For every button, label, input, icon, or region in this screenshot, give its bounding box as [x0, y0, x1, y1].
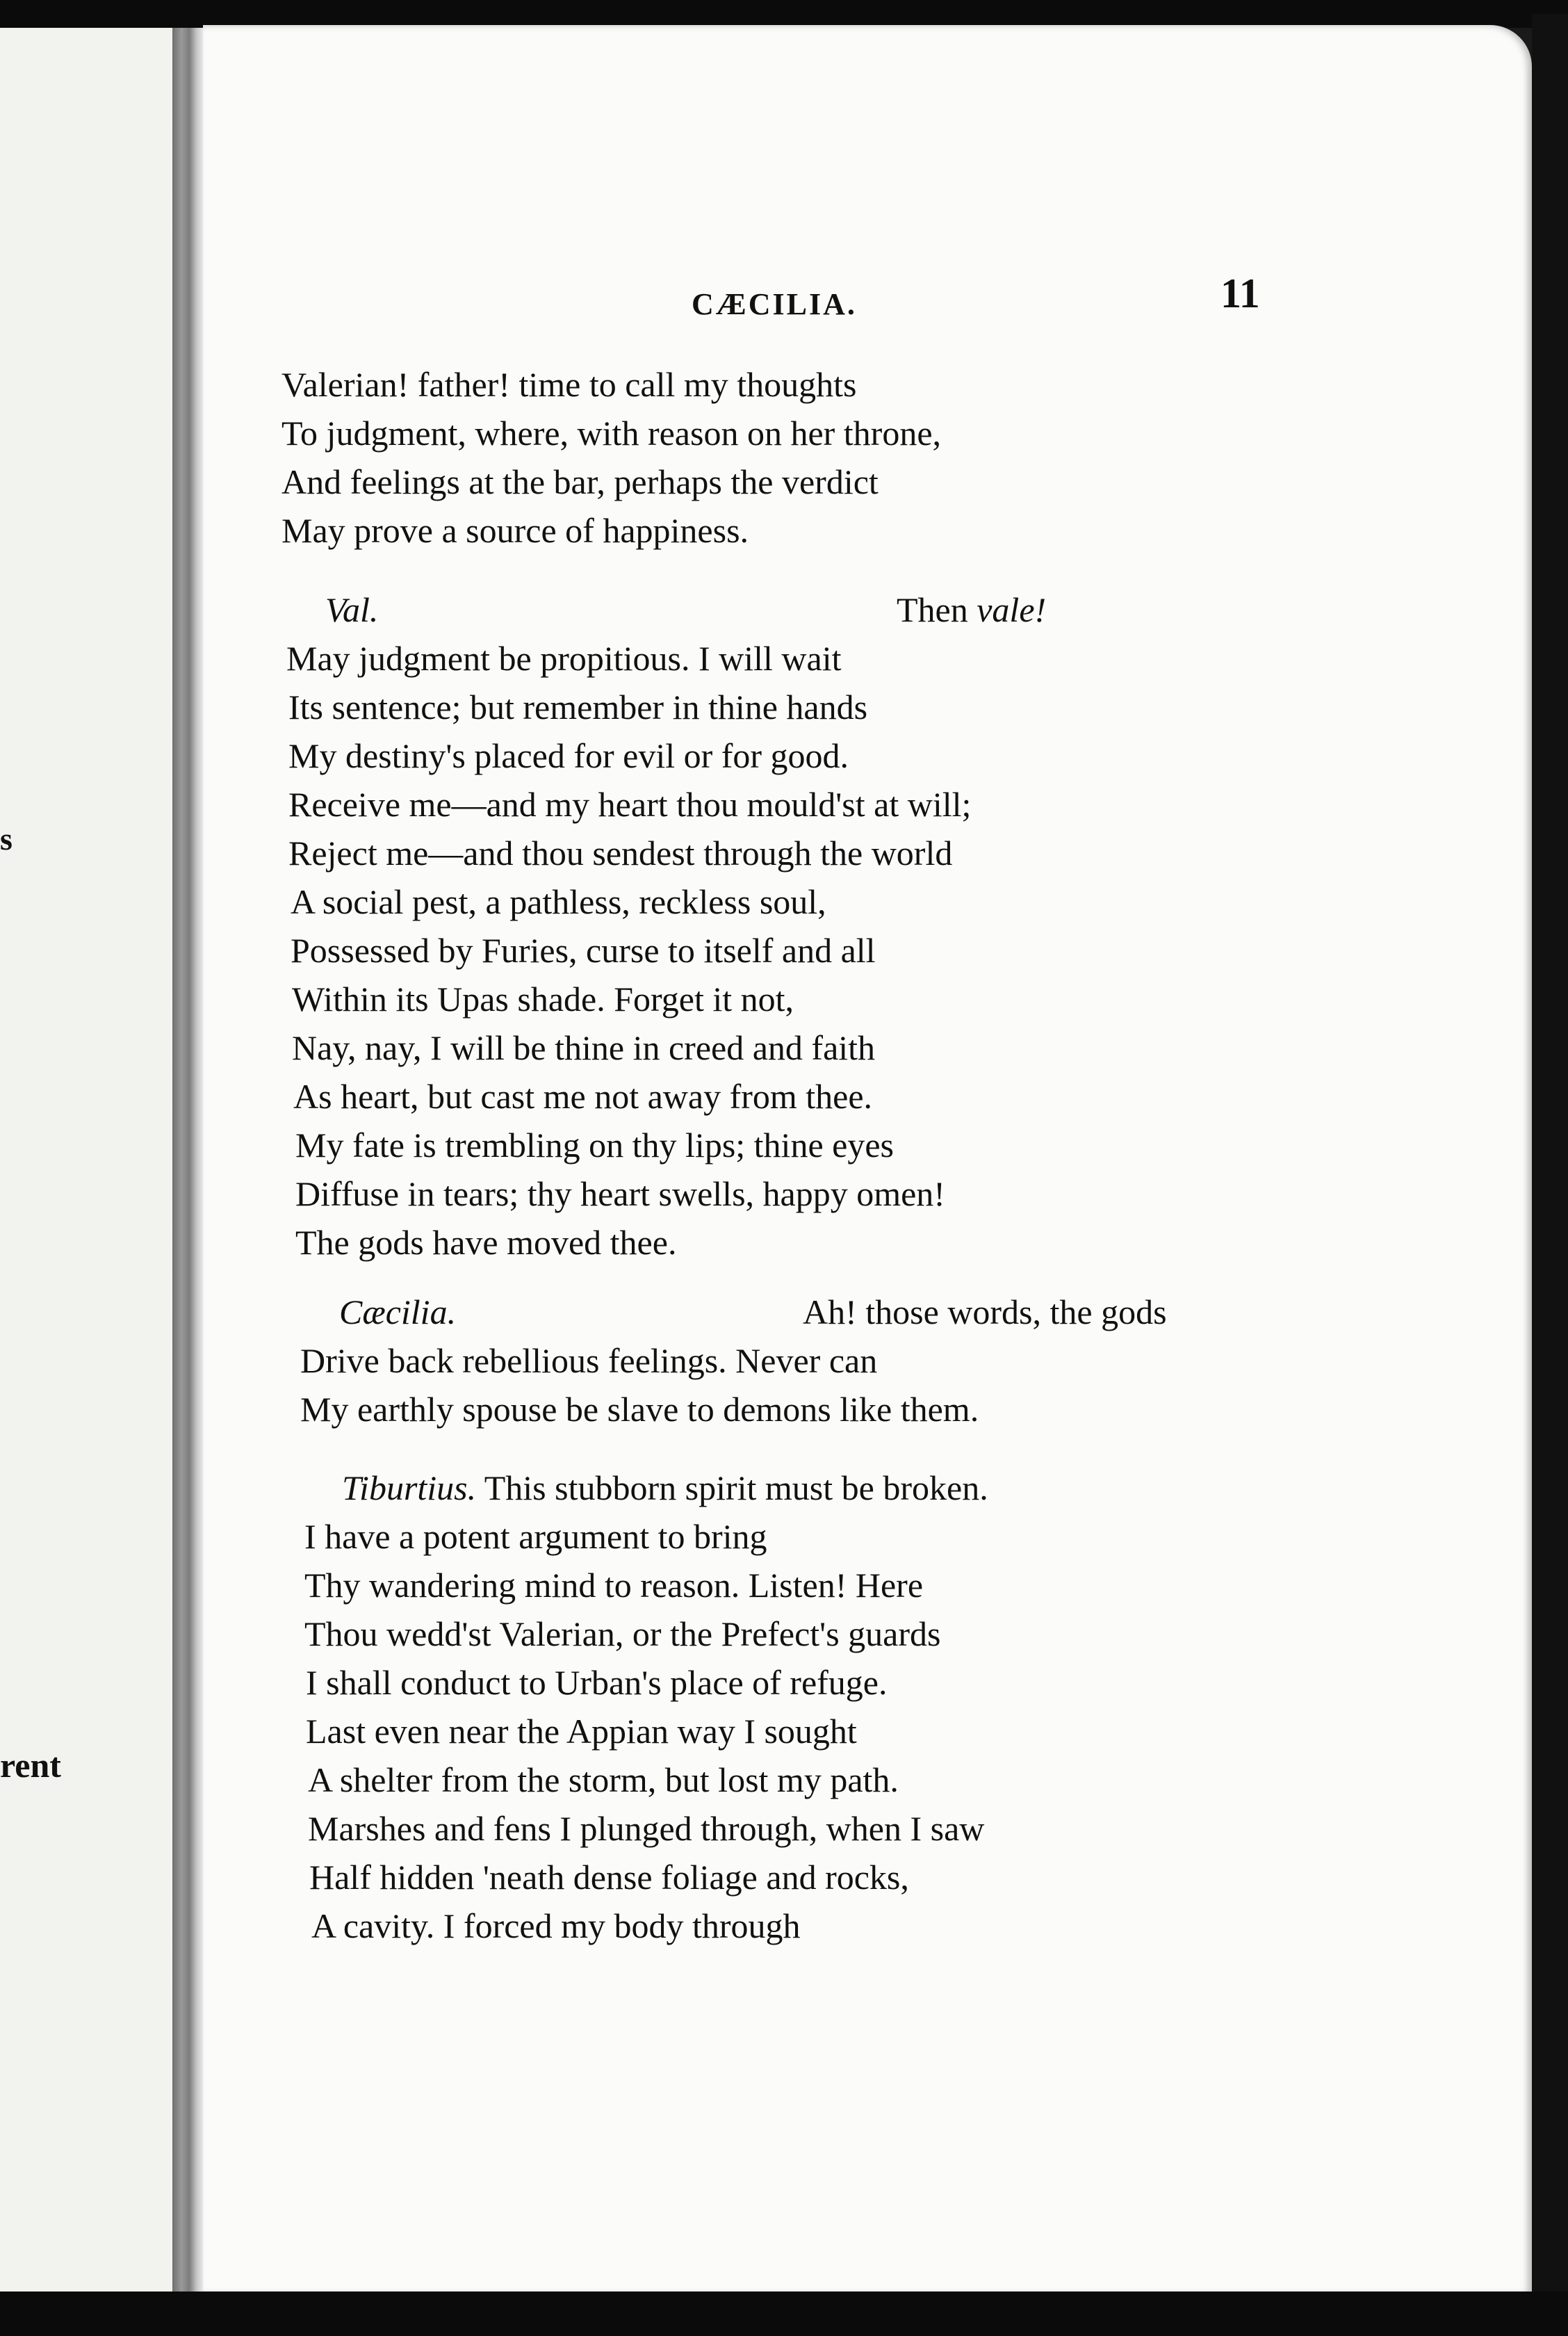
verse-line: I shall conduct to Urban's place of refuge.: [306, 1663, 888, 1702]
verse-line: My earthly spouse be slave to demons like them.: [300, 1390, 979, 1429]
left-page-fragment: rent: [0, 1746, 61, 1785]
verse-line: Valerian! father! time to call my thoughts: [281, 365, 857, 404]
verse-line: Receive me—and my heart thou mould'st at will;: [288, 785, 972, 824]
verse-line: My fate is trembling on thy lips; thine eyes: [295, 1126, 894, 1165]
verse-line: Half hidden 'neath dense foliage and rocks,: [309, 1858, 909, 1897]
left-page-edge: [0, 28, 172, 2292]
verse-line: Nay, nay, I will be thine in creed and faith: [292, 1028, 876, 1067]
verse-line: To judgment, where, with reason on her throne,: [281, 414, 942, 453]
verse-line: Within its Upas shade. Forget it not,: [292, 980, 794, 1019]
verse-line: Last even near the Appian way I sought: [306, 1712, 857, 1751]
verse-line: Drive back rebellious feelings. Never can: [300, 1341, 878, 1380]
book-gutter: [172, 28, 203, 2301]
page-number: 11: [1220, 270, 1260, 316]
left-page-fragment: s: [0, 821, 13, 857]
verse-line: Thy wandering mind to reason. Listen! Here: [304, 1566, 924, 1605]
speech-cue: [897, 589, 1046, 631]
scan-border-top: [0, 0, 1568, 28]
speaker-name: Tiburtius.: [342, 1468, 477, 1507]
verse-line: Possessed by Furies, curse to itself and all: [291, 931, 876, 970]
verse-line: Diffuse in tears; thy heart swells, happy omen!: [295, 1174, 945, 1213]
scan-border-right: [1532, 14, 1568, 2308]
verse-line: A shelter from the storm, but lost my path.: [308, 1760, 899, 1799]
verse-line: And feelings at the bar, perhaps the verdict: [281, 462, 879, 501]
running-title: CÆCILIA.: [692, 287, 857, 321]
cue-italic-text: vale!: [977, 590, 1047, 629]
scan-border-bottom: [0, 2292, 1568, 2336]
verse-line: I have a potent argument to bring: [304, 1517, 767, 1556]
verse-line: The gods have moved thee.: [295, 1223, 677, 1262]
verse-line: My destiny's placed for evil or for good.: [288, 736, 849, 775]
verse-line: As heart, but cast me not away from thee.: [293, 1077, 873, 1116]
verse-line: Thou wedd'st Valerian, or the Prefect's guards: [304, 1614, 941, 1653]
speech-cue: Ah! those words, the gods: [803, 1292, 1167, 1331]
verse-line: Its sentence; but remember in thine hands: [288, 688, 868, 727]
verse-line: Reject me—and thou sendest through the world: [288, 834, 953, 873]
verse-line: May judgment be propitious. I will wait: [286, 639, 842, 678]
verse-line: A social pest, a pathless, reckless soul,: [291, 882, 826, 921]
speaker-name: Cæcilia.: [339, 1292, 457, 1331]
speech-opening-line: [342, 1467, 988, 1509]
verse-line: May prove a source of happiness.: [281, 511, 749, 550]
verse-line: Marshes and fens I plunged through, when I saw: [308, 1809, 985, 1848]
cue-text: Then: [897, 590, 977, 629]
verse-text: This stubborn spirit must be broken.: [476, 1468, 988, 1507]
speaker-name: Val.: [325, 590, 379, 629]
verse-line: A cavity. I forced my body through: [311, 1906, 801, 1945]
